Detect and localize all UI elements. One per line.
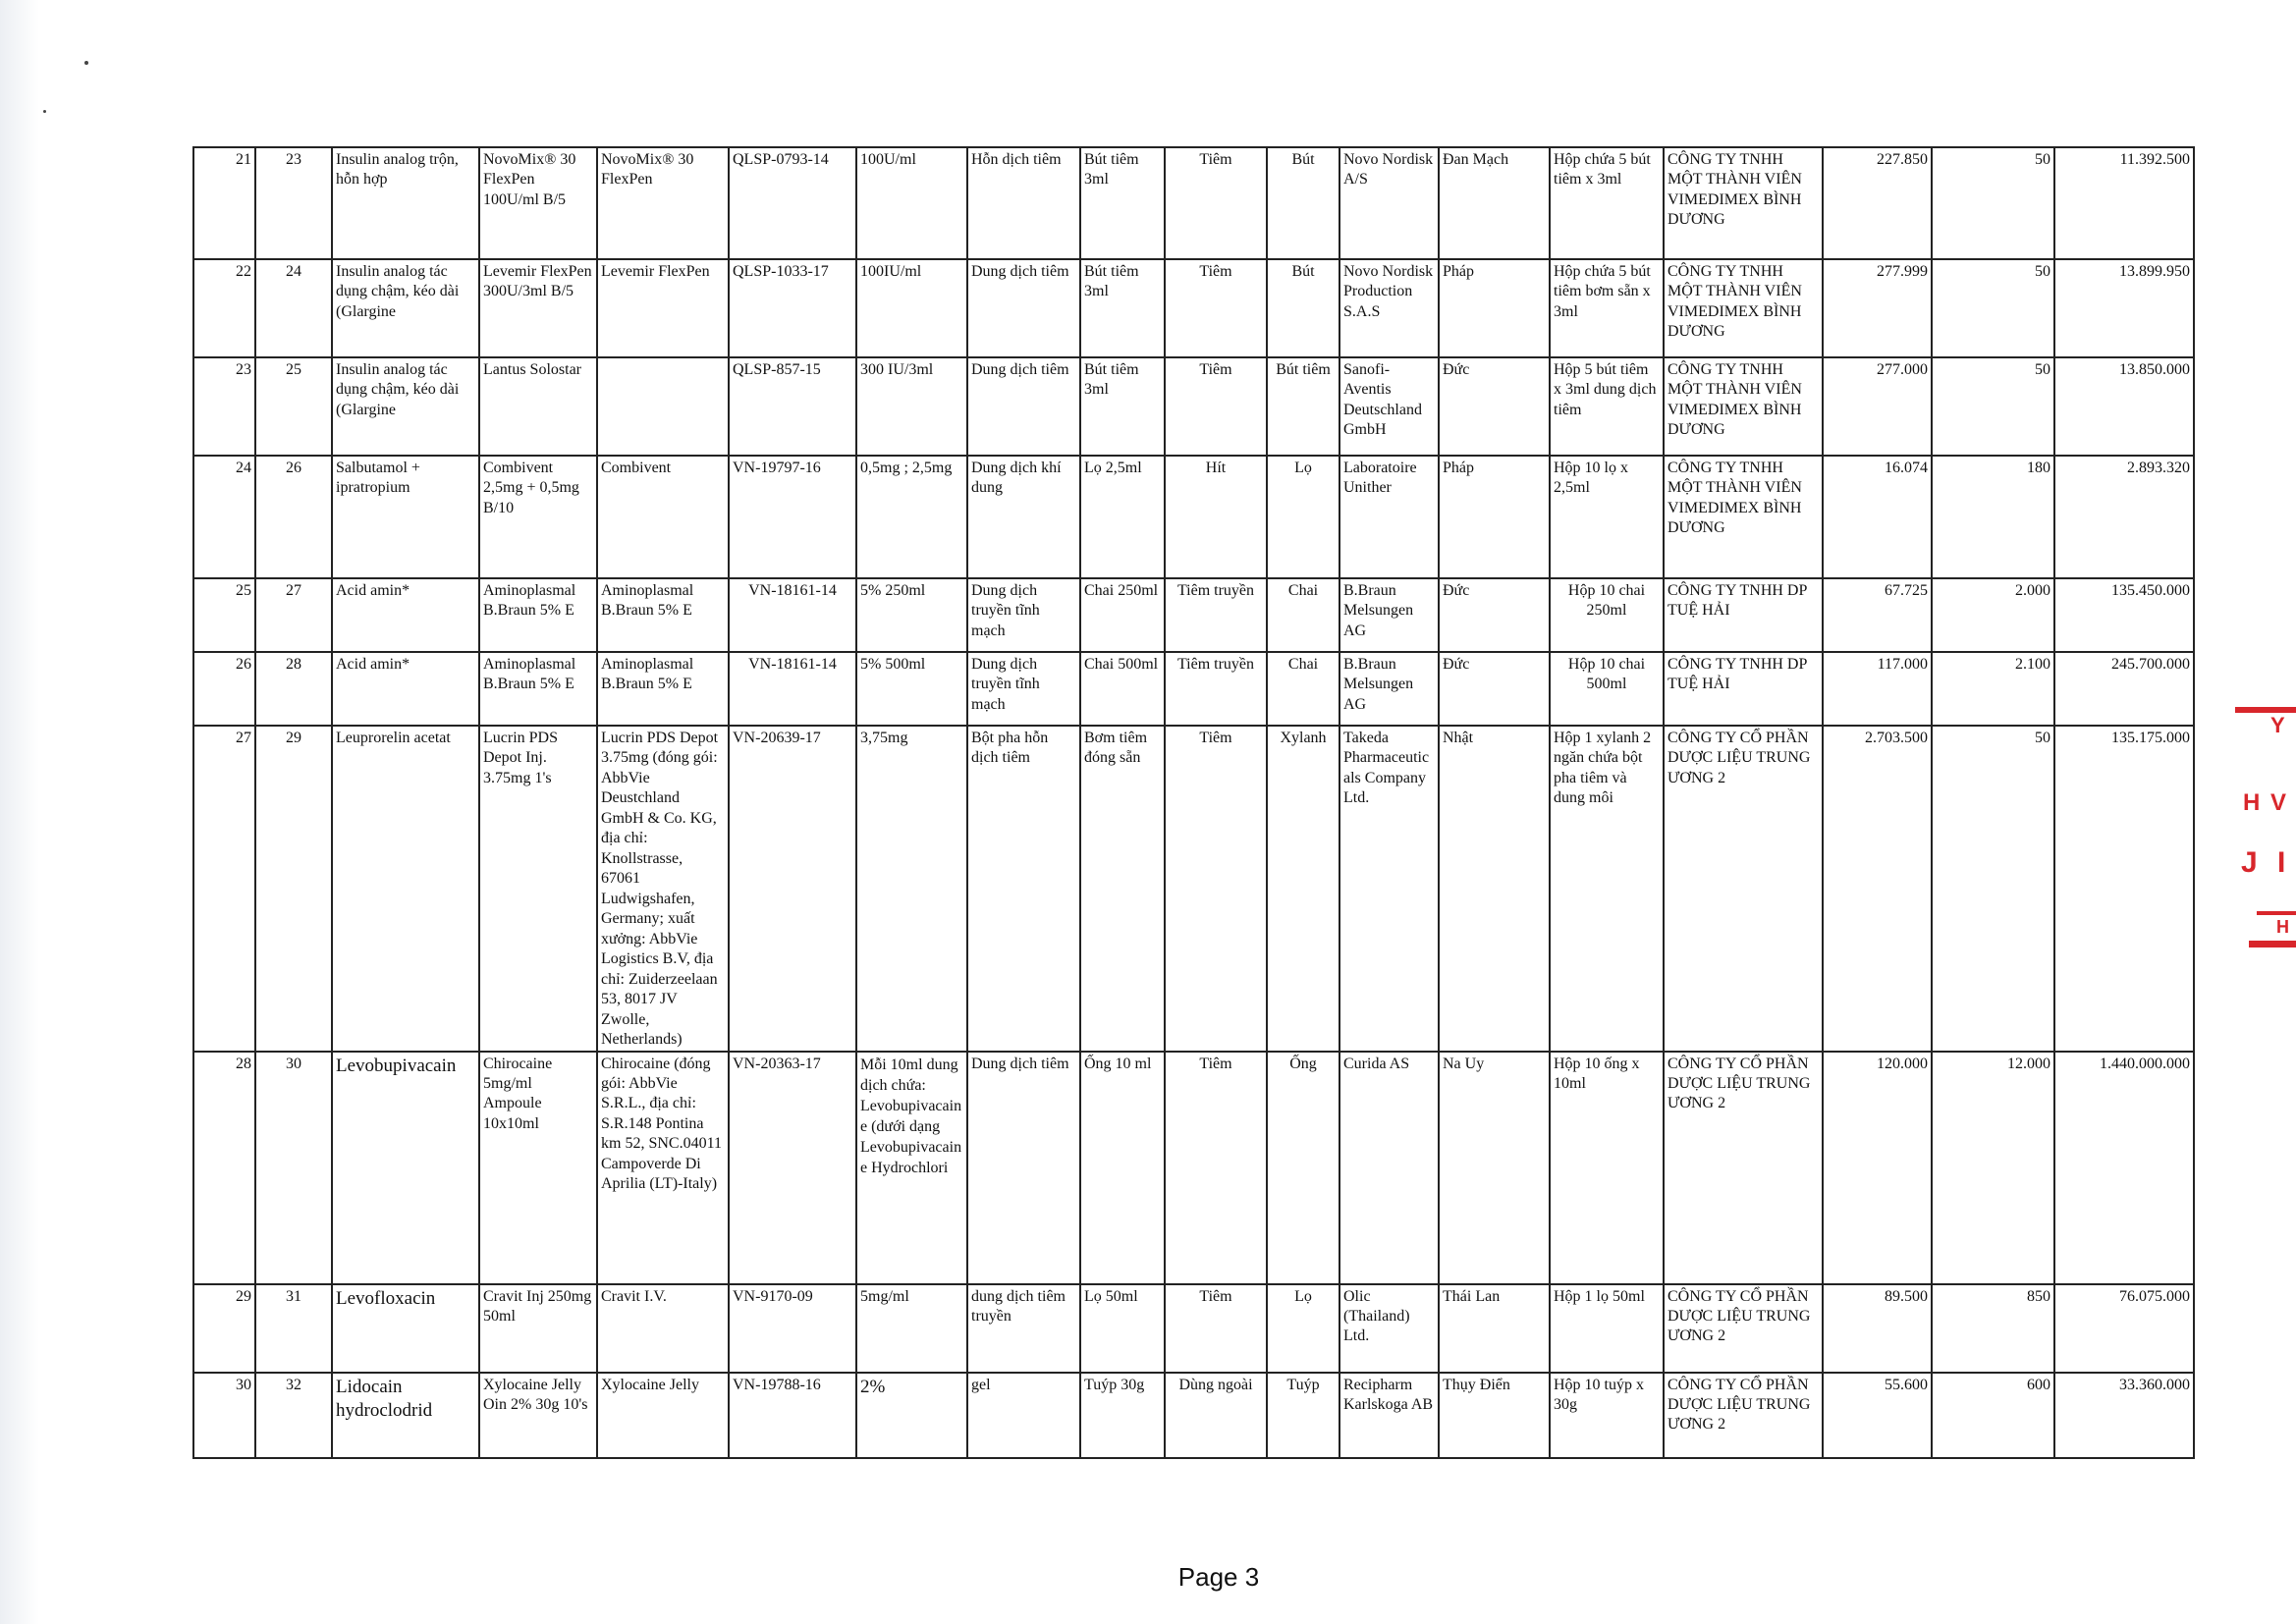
table-row — [193, 259, 2194, 357]
cell-country: Na Uy — [1439, 1052, 1550, 1284]
cell-item-no: 29 — [255, 726, 332, 1052]
cell-packaging-spec: Hộp 10 chai 250ml — [1550, 578, 1664, 652]
cell-active-ingredient: Acid amin* — [332, 578, 479, 652]
cell-total: 33.360.000 — [2054, 1373, 2194, 1458]
cell-brand-name: Aminoplasmal B.Braun 5% E — [597, 652, 729, 726]
cell-route: Tiêm — [1165, 259, 1267, 357]
cell-unit-price: 117.000 — [1823, 652, 1932, 726]
cell-brand-name: Chirocaine (đóng gói: AbbVie S.R.L., địa chỉ: S.R.148 Pontina km 52, SNC.04011 Campoverde Di Aprilia (LT)-Italy) — [597, 1052, 729, 1284]
cell-unit: Tuýp — [1267, 1373, 1339, 1458]
cell-total: 2.893.320 — [2054, 456, 2194, 578]
cell-active-ingredient: Insulin analog tác dụng chậm, kéo dài (Glargine — [332, 357, 479, 456]
cell-route: Tiêm — [1165, 1284, 1267, 1373]
cell-product-name: Combivent 2,5mg + 0,5mg B/10 — [479, 456, 597, 578]
cell-brand-name: Lucrin PDS Depot 3.75mg (đóng gói: AbbVie Deustchland GmbH & Co. KG, địa chỉ: Knollstrasse, 67061 Ludwigshafen, Germany; xuất xưởng: AbbVie Logistics B.V, địa chỉ: Zuiderzeelaan 53, 8017 JV Zwolle, Netherlands) — [597, 726, 729, 1052]
cell-stt: 27 — [193, 726, 255, 1052]
cell-total: 76.075.000 — [2054, 1284, 2194, 1373]
cell-product-name: Chirocaine 5mg/ml Ampoule 10x10ml — [479, 1052, 597, 1284]
cell-manufacturer: B.Braun Melsungen AG — [1339, 652, 1439, 726]
cell-product-name: Lantus Solostar — [479, 357, 597, 456]
cell-total: 13.899.950 — [2054, 259, 2194, 357]
cell-manufacturer: Novo Nordisk A/S — [1339, 147, 1439, 259]
cell-route: Tiêm truyền — [1165, 652, 1267, 726]
cell-package: Lọ 50ml — [1080, 1284, 1165, 1373]
cell-active-ingredient: Levobupivacain — [332, 1052, 479, 1284]
cell-manufacturer: Curida AS — [1339, 1052, 1439, 1284]
cell-strength: 0,5mg ; 2,5mg — [856, 456, 967, 578]
cell-manufacturer: B.Braun Melsungen AG — [1339, 578, 1439, 652]
table-row — [193, 456, 2194, 578]
cell-total: 11.392.500 — [2054, 147, 2194, 259]
cell-dosage-form: Dung dịch tiêm — [967, 1052, 1080, 1284]
cell-item-no: 28 — [255, 652, 332, 726]
cell-package: Bút tiêm 3ml — [1080, 147, 1165, 259]
cell-brand-name: Levemir FlexPen — [597, 259, 729, 357]
cell-active-ingredient: Leuprorelin acetat — [332, 726, 479, 1052]
cell-item-no: 25 — [255, 357, 332, 456]
cell-unit: Lọ — [1267, 456, 1339, 578]
cell-product-name: Cravit Inj 250mg 50ml — [479, 1284, 597, 1373]
cell-stt: 25 — [193, 578, 255, 652]
cell-package: Chai 500ml — [1080, 652, 1165, 726]
cell-unit-price: 277.999 — [1823, 259, 1932, 357]
cell-item-no: 23 — [255, 147, 332, 259]
cell-country: Đức — [1439, 578, 1550, 652]
cell-packaging-spec: Hộp 1 xylanh 2 ngăn chứa bột pha tiêm và dung môi — [1550, 726, 1664, 1052]
cell-stt: 30 — [193, 1373, 255, 1458]
cell-unit-price: 55.600 — [1823, 1373, 1932, 1458]
cell-dosage-form: Dung dịch tiêm — [967, 357, 1080, 456]
cell-unit: Bút tiêm — [1267, 357, 1339, 456]
cell-dosage-form: gel — [967, 1373, 1080, 1458]
cell-unit-price: 16.074 — [1823, 456, 1932, 578]
cell-unit: Ống — [1267, 1052, 1339, 1284]
cell-quantity: 600 — [1932, 1373, 2054, 1458]
cell-dosage-form: Dung dịch truyền tĩnh mạch — [967, 578, 1080, 652]
cell-country: Đức — [1439, 357, 1550, 456]
drug-price-table — [192, 146, 2195, 1459]
cell-dosage-form: Bột pha hỗn dịch tiêm — [967, 726, 1080, 1052]
cell-packaging-spec: Hộp 5 bút tiêm x 3ml dung dịch tiêm — [1550, 357, 1664, 456]
cell-active-ingredient: Salbutamol + ipratropium — [332, 456, 479, 578]
cell-manufacturer: Novo Nordisk Production S.A.S — [1339, 259, 1439, 357]
cell-unit: Bút — [1267, 259, 1339, 357]
cell-dosage-form: dung dịch tiêm truyền — [967, 1284, 1080, 1373]
cell-item-no: 31 — [255, 1284, 332, 1373]
page-number: Page 3 — [1177, 1562, 1260, 1592]
cell-country: Đức — [1439, 652, 1550, 726]
cell-registration-no: VN-20639-17 — [729, 726, 856, 1052]
cell-quantity: 50 — [1932, 259, 2054, 357]
cell-manufacturer: Takeda Pharmaceuticals Company Ltd. — [1339, 726, 1439, 1052]
cell-unit-price: 277.000 — [1823, 357, 1932, 456]
cell-strength: 100U/ml — [856, 147, 967, 259]
cell-supplier: CÔNG TY CỔ PHẦN DƯỢC LIỆU TRUNG ƯƠNG 2 — [1664, 1373, 1823, 1458]
cell-package: Bút tiêm 3ml — [1080, 357, 1165, 456]
cell-strength: Mỗi 10ml dung dịch chứa: Levobupivacaine (dưới dạng Levobupivacaine Hydrochlori — [856, 1052, 967, 1284]
cell-manufacturer: Olic (Thailand) Ltd. — [1339, 1284, 1439, 1373]
cell-strength: 5% 500ml — [856, 652, 967, 726]
cell-brand-name: Xylocaine Jelly — [597, 1373, 729, 1458]
scan-speck — [84, 61, 88, 65]
cell-supplier: CÔNG TY TNHH MỘT THÀNH VIÊN VIMEDIMEX BÌNH DƯƠNG — [1664, 456, 1823, 578]
cell-stt: 29 — [193, 1284, 255, 1373]
table-row — [193, 652, 2194, 726]
cell-route: Tiêm — [1165, 147, 1267, 259]
cell-packaging-spec: Hộp 10 chai 500ml — [1550, 652, 1664, 726]
table-row — [193, 1373, 2194, 1458]
cell-unit-price: 120.000 — [1823, 1052, 1932, 1284]
cell-supplier: CÔNG TY TNHH MỘT THÀNH VIÊN VIMEDIMEX BÌNH DƯƠNG — [1664, 259, 1823, 357]
cell-packaging-spec: Hộp 10 ống x 10ml — [1550, 1052, 1664, 1284]
cell-active-ingredient: Insulin analog tác dụng chậm, kéo dài (Glargine — [332, 259, 479, 357]
cell-unit-price: 67.725 — [1823, 578, 1932, 652]
cell-supplier: CÔNG TY TNHH MỘT THÀNH VIÊN VIMEDIMEX BÌNH DƯƠNG — [1664, 357, 1823, 456]
cell-brand-name — [597, 357, 729, 456]
cell-stt: 21 — [193, 147, 255, 259]
cell-quantity: 50 — [1932, 357, 2054, 456]
cell-route: Tiêm truyền — [1165, 578, 1267, 652]
cell-strength: 2% — [856, 1373, 967, 1458]
cell-country: Pháp — [1439, 456, 1550, 578]
cell-stt: 28 — [193, 1052, 255, 1284]
cell-total: 135.450.000 — [2054, 578, 2194, 652]
cell-quantity: 12.000 — [1932, 1052, 2054, 1284]
cell-packaging-spec: Hộp 10 tuýp x 30g — [1550, 1373, 1664, 1458]
cell-strength: 100IU/ml — [856, 259, 967, 357]
table-row — [193, 147, 2194, 259]
cell-stt: 26 — [193, 652, 255, 726]
cell-total: 1.440.000.000 — [2054, 1052, 2194, 1284]
cell-item-no: 26 — [255, 456, 332, 578]
cell-item-no: 32 — [255, 1373, 332, 1458]
cell-manufacturer: Recipharm Karlskoga AB — [1339, 1373, 1439, 1458]
cell-country: Đan Mạch — [1439, 147, 1550, 259]
cell-product-name: Xylocaine Jelly Oin 2% 30g 10's — [479, 1373, 597, 1458]
cell-package: Chai 250ml — [1080, 578, 1165, 652]
table-row — [193, 578, 2194, 652]
cell-active-ingredient: Insulin analog trộn, hỗn hợp — [332, 147, 479, 259]
cell-unit: Chai — [1267, 578, 1339, 652]
cell-registration-no: VN-19788-16 — [729, 1373, 856, 1458]
cell-unit-price: 227.850 — [1823, 147, 1932, 259]
cell-unit: Bút — [1267, 147, 1339, 259]
cell-country: Pháp — [1439, 259, 1550, 357]
stamp-text: J I — [2241, 846, 2292, 879]
cell-route: Tiêm — [1165, 357, 1267, 456]
cell-unit-price: 89.500 — [1823, 1284, 1932, 1373]
cell-product-name: Lucrin PDS Depot Inj. 3.75mg 1's — [479, 726, 597, 1052]
cell-dosage-form: Hỗn dịch tiêm — [967, 147, 1080, 259]
cell-brand-name: Cravit I.V. — [597, 1284, 729, 1373]
cell-stt: 24 — [193, 456, 255, 578]
cell-stt: 23 — [193, 357, 255, 456]
cell-packaging-spec: Hộp 1 lọ 50ml — [1550, 1284, 1664, 1373]
cell-supplier: CÔNG TY TNHH MỘT THÀNH VIÊN VIMEDIMEX BÌNH DƯƠNG — [1664, 147, 1823, 259]
stamp-text: Y — [2270, 713, 2285, 737]
cell-route: Tiêm — [1165, 726, 1267, 1052]
cell-quantity: 2.000 — [1932, 578, 2054, 652]
cell-route: Dùng ngoài — [1165, 1373, 1267, 1458]
cell-package: Bút tiêm 3ml — [1080, 259, 1165, 357]
scan-speck — [43, 110, 46, 113]
stamp-text: H V — [2243, 789, 2289, 816]
cell-strength: 3,75mg — [856, 726, 967, 1052]
cell-brand-name: NovoMix® 30 FlexPen — [597, 147, 729, 259]
cell-product-name: Levemir FlexPen 300U/3ml B/5 — [479, 259, 597, 357]
table-row — [193, 1052, 2194, 1284]
cell-route: Tiêm — [1165, 1052, 1267, 1284]
cell-strength: 5% 250ml — [856, 578, 967, 652]
cell-unit: Chai — [1267, 652, 1339, 726]
cell-registration-no: VN-9170-09 — [729, 1284, 856, 1373]
cell-supplier: CÔNG TY CỔ PHẦN DƯỢC LIỆU TRUNG ƯƠNG 2 — [1664, 1052, 1823, 1284]
cell-registration-no: VN-18161-14 — [729, 578, 856, 652]
cell-supplier: CÔNG TY CỔ PHẦN DƯỢC LIỆU TRUNG ƯƠNG 2 — [1664, 726, 1823, 1052]
table-row — [193, 1284, 2194, 1373]
cell-registration-no: VN-20363-17 — [729, 1052, 856, 1284]
cell-strength: 300 IU/3ml — [856, 357, 967, 456]
cell-unit: Xylanh — [1267, 726, 1339, 1052]
scan-edge-shadow — [0, 0, 39, 1624]
table-row — [193, 726, 2194, 1052]
cell-active-ingredient: Acid amin* — [332, 652, 479, 726]
cell-dosage-form: Dung dịch truyền tĩnh mạch — [967, 652, 1080, 726]
cell-package: Lọ 2,5ml — [1080, 456, 1165, 578]
cell-brand-name: Aminoplasmal B.Braun 5% E — [597, 578, 729, 652]
stamp-text: H — [2276, 917, 2289, 937]
stamp-bar — [2257, 911, 2296, 915]
stamp-bar — [2235, 707, 2296, 713]
cell-package: Ống 10 ml — [1080, 1052, 1165, 1284]
table-row — [193, 357, 2194, 456]
cell-package: Tuýp 30g — [1080, 1373, 1165, 1458]
cell-packaging-spec: Hộp 10 lọ x 2,5ml — [1550, 456, 1664, 578]
cell-active-ingredient: Lidocain hydroclodrid — [332, 1373, 479, 1458]
cell-country: Thái Lan — [1439, 1284, 1550, 1373]
cell-registration-no: VN-18161-14 — [729, 652, 856, 726]
cell-package: Bơm tiêm đóng sẵn — [1080, 726, 1165, 1052]
cell-country: Thụy Điển — [1439, 1373, 1550, 1458]
cell-quantity: 50 — [1932, 726, 2054, 1052]
cell-supplier: CÔNG TY TNHH DP TUỆ HẢI — [1664, 578, 1823, 652]
cell-registration-no: QLSP-857-15 — [729, 357, 856, 456]
cell-registration-no: QLSP-0793-14 — [729, 147, 856, 259]
cell-packaging-spec: Hộp chứa 5 bút tiêm x 3ml — [1550, 147, 1664, 259]
cell-manufacturer: Sanofi-Aventis Deutschland GmbH — [1339, 357, 1439, 456]
red-stamp-fragment — [2221, 687, 2296, 972]
cell-unit: Lọ — [1267, 1284, 1339, 1373]
cell-brand-name: Combivent — [597, 456, 729, 578]
cell-item-no: 27 — [255, 578, 332, 652]
cell-packaging-spec: Hộp chứa 5 bút tiêm bơm sẵn x 3ml — [1550, 259, 1664, 357]
cell-product-name: Aminoplasmal B.Braun 5% E — [479, 578, 597, 652]
cell-supplier: CÔNG TY TNHH DP TUỆ HẢI — [1664, 652, 1823, 726]
cell-stt: 22 — [193, 259, 255, 357]
cell-quantity: 850 — [1932, 1284, 2054, 1373]
cell-item-no: 24 — [255, 259, 332, 357]
cell-item-no: 30 — [255, 1052, 332, 1284]
cell-quantity: 50 — [1932, 147, 2054, 259]
cell-total: 245.700.000 — [2054, 652, 2194, 726]
cell-total: 135.175.000 — [2054, 726, 2194, 1052]
cell-route: Hít — [1165, 456, 1267, 578]
cell-quantity: 2.100 — [1932, 652, 2054, 726]
cell-quantity: 180 — [1932, 456, 2054, 578]
stamp-bar — [2249, 941, 2296, 947]
cell-registration-no: VN-19797-16 — [729, 456, 856, 578]
cell-strength: 5mg/ml — [856, 1284, 967, 1373]
cell-unit-price: 2.703.500 — [1823, 726, 1932, 1052]
cell-total: 13.850.000 — [2054, 357, 2194, 456]
cell-registration-no: QLSP-1033-17 — [729, 259, 856, 357]
cell-product-name: NovoMix® 30 FlexPen 100U/ml B/5 — [479, 147, 597, 259]
cell-product-name: Aminoplasmal B.Braun 5% E — [479, 652, 597, 726]
cell-manufacturer: Laboratoire Unither — [1339, 456, 1439, 578]
cell-country: Nhật — [1439, 726, 1550, 1052]
cell-dosage-form: Dung dịch khí dung — [967, 456, 1080, 578]
cell-active-ingredient: Levofloxacin — [332, 1284, 479, 1373]
cell-dosage-form: Dung dịch tiêm — [967, 259, 1080, 357]
cell-supplier: CÔNG TY CỔ PHẦN DƯỢC LIỆU TRUNG ƯƠNG 2 — [1664, 1284, 1823, 1373]
